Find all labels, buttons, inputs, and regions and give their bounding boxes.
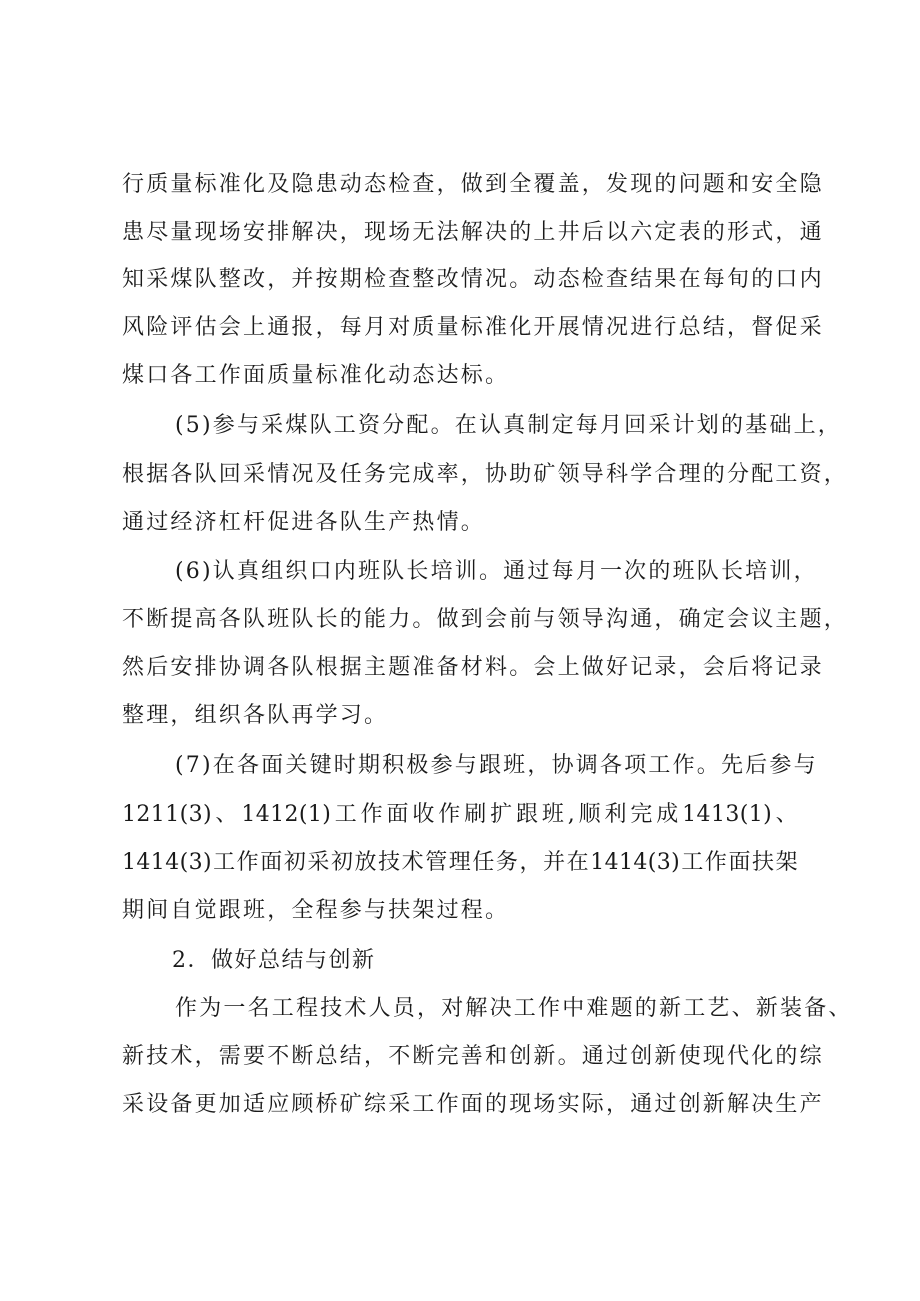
text-line: 1211(3)、1412(1)工作面收作刷扩跟班,顺利完成1413(1)、 <box>122 802 798 827</box>
text-line: 作为一名工程技术人员，对解决工作中难题的新工艺、新装备、 <box>175 996 853 1021</box>
text-line: 然后安排协调各队根据主题准备材料。会上做好记录，会后将记录 <box>122 655 824 680</box>
text-line: 不断提高各队班队长的能力。做到会前与领导沟通，确定会议主题， <box>122 607 849 632</box>
text-line: 行质量标准化及隐患动态检查，做到全覆盖，发现的问题和安全隐 <box>122 172 824 197</box>
text-line: 整理，组织各队再学习。 <box>122 703 389 728</box>
text-line: 新技术，需要不断总结，不断完善和创新。通过创新使现代化的综 <box>122 1044 824 1069</box>
text-line: 煤口各工作面质量标准化动态达标。 <box>122 363 510 388</box>
text-line: (7)在各面关键时期积极参与跟班，协调各项工作。先后参与 <box>175 753 818 778</box>
text-line: (6)认真组织口内班队长培训。通过每月一次的班队长培训， <box>175 559 818 584</box>
text-line: 1414(3)工作面初采初放技术管理任务，并在1414(3)工作面扶架 <box>122 850 798 875</box>
text-line: 通过经济杠杆促进各队生产热情。 <box>122 510 486 535</box>
section-heading: 2．做好总结与创新 <box>172 948 376 973</box>
text-line: 期间自觉跟班，全程参与扶架过程。 <box>122 898 510 923</box>
text-line: 根据各队回采情况及任务完成率，协助矿领导科学合理的分配工资， <box>122 462 849 487</box>
text-line: 知采煤队整改，并按期检查整改情况。动态检查结果在每旬的口内 <box>122 267 824 292</box>
text-line: 采设备更加适应顾桥矿综采工作面的现场实际，通过创新解决生产 <box>122 1092 824 1117</box>
text-line: (5)参与采煤队工资分配。在认真制定每月回采计划的基础上， <box>175 413 842 438</box>
text-line: 患尽量现场安排解决，现场无法解决的上井后以六定表的形式，通 <box>122 220 824 245</box>
text-line: 风险评估会上通报，每月对质量标准化开展情况进行总结，督促采 <box>122 315 824 340</box>
